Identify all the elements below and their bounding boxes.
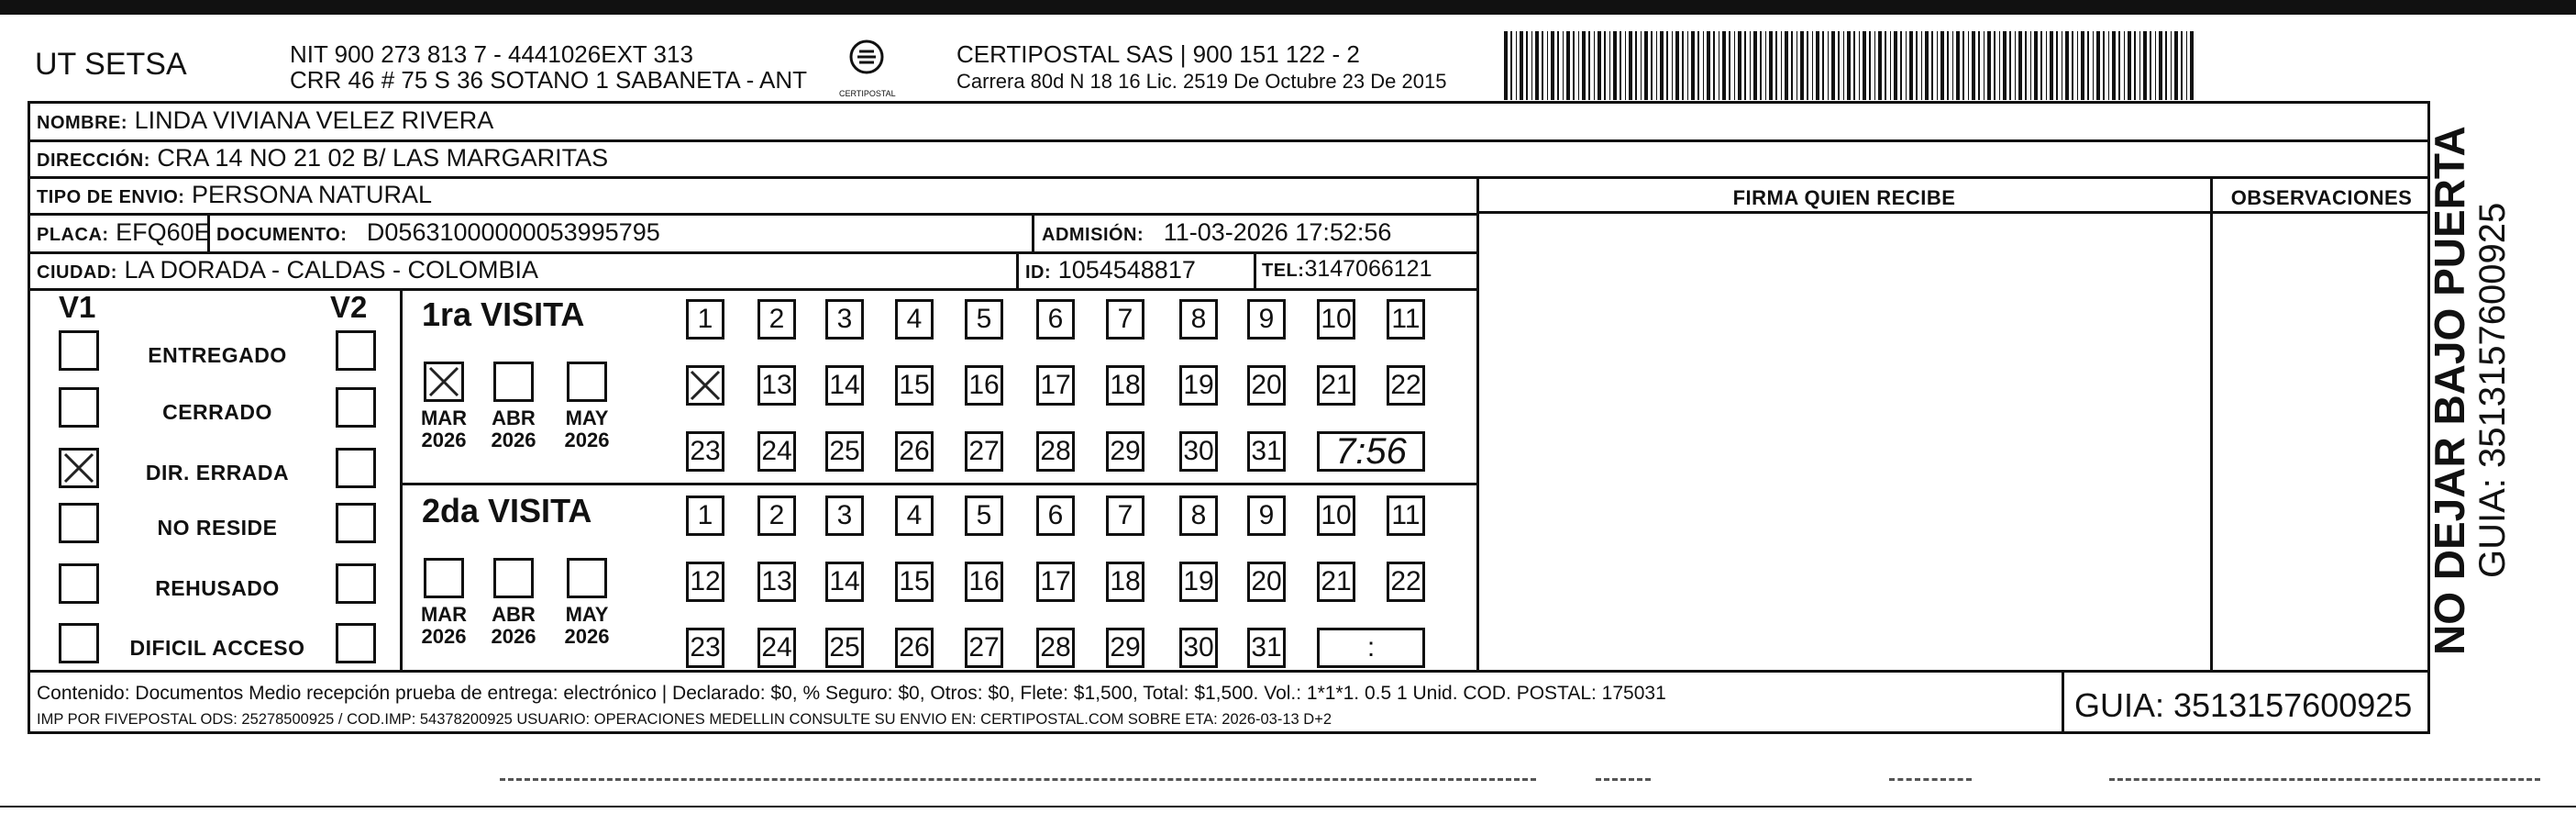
day-box[interactable]: 31 [1247,628,1286,668]
day-box[interactable]: 4 [895,299,934,340]
day-box[interactable]: 10 [1317,496,1355,536]
rule [1254,251,1256,288]
day-box[interactable]: 25 [825,431,864,472]
day-box[interactable]: 27 [965,628,1003,668]
top-black-edge [0,0,2576,15]
rule [28,288,1478,291]
rule [400,483,1478,485]
day-box[interactable]: 24 [757,431,796,472]
placa-row [37,218,211,247]
status-label: CERRADO [162,400,272,424]
rule [1032,213,1034,251]
month-name: MAY [565,603,609,626]
day-box[interactable]: 26 [895,628,934,668]
day-box[interactable]: 20 [1247,562,1286,602]
day-box[interactable]: 18 [1106,562,1144,602]
status-label: DIR. ERRADA [145,461,290,484]
day-box[interactable]: 3 [825,496,864,536]
status-v1-checkbox[interactable] [59,623,99,663]
day-box[interactable]: 23 [686,628,724,668]
contenido-line: Contenido: Documentos Medio recepción prueba de entrega: electrónico | Declarado: $0, % Seguro: $0, Otros: $0, Flete: $1,500, Total: $1,500. Vol.: 1*1*1. 0.5 1 Unid. COD. POSTAL: 175031 [37,683,1666,704]
day-box[interactable]: 28 [1036,431,1075,472]
day-box[interactable]: 12 [686,562,724,602]
day-box[interactable]: 8 [1179,299,1218,340]
day-box[interactable]: 29 [1106,431,1144,472]
month-checkbox[interactable] [493,362,534,402]
direccion-value: CRA 14 NO 21 02 B/ LAS MARGARITAS [157,144,609,172]
status-v1-checkbox[interactable] [59,387,99,428]
day-box[interactable] [686,365,724,406]
day-box[interactable]: 24 [757,628,796,668]
day-box[interactable]: 29 [1106,628,1144,668]
imp-line: IMP POR FIVEPOSTAL ODS: 25278500925 / COD.IMP: 54378200925 USUARIO: OPERACIONES MEDELLIN CONSULTE SU ENVIO EN: CERTIPOSTAL.COM SOBRE ETA: 2026-03-13 D+2 [37,711,1332,728]
tel-value: 3147066121 [1304,256,1432,282]
status-v2-checkbox[interactable] [336,448,376,488]
day-box[interactable]: 7 [1106,299,1144,340]
day-box[interactable]: 20 [1247,365,1286,406]
v2-header: V2 [330,290,368,324]
tipo-value: PERSONA NATURAL [191,181,433,208]
rule [1478,211,2430,214]
status-v1-checkbox[interactable] [59,563,99,604]
nombre-label: NOMBRE: [37,113,128,133]
status-label: DIFICIL ACCESO [129,636,305,660]
month-year: 2026 [564,625,610,648]
logo-text: CERTIPOSTAL [839,89,896,98]
day-box[interactable]: 13 [757,562,796,602]
status-v2-checkbox[interactable] [336,563,376,604]
month-year: 2026 [564,429,610,451]
month-checkbox[interactable] [424,558,464,598]
month-label [411,604,477,648]
status-label: REHUSADO [155,576,280,600]
month-label [411,407,477,451]
day-box[interactable]: 30 [1179,628,1218,668]
footer-guia: GUIA: 3513157600925 [2074,686,2413,724]
courier-line: CERTIPOSTAL SAS | 900 151 122 - 2 [956,40,1360,68]
rule [2210,176,2213,670]
day-box[interactable]: 27 [965,431,1003,472]
status-v2-checkbox[interactable] [336,387,376,428]
day-box[interactable]: 30 [1179,431,1218,472]
address-line: CRR 46 # 75 S 36 SOTANO 1 SABANETA - ANT [290,66,808,94]
day-box[interactable]: 22 [1387,365,1425,406]
day-box[interactable]: 2 [757,496,796,536]
day-box[interactable]: 16 [965,365,1003,406]
month-name: MAR [420,406,468,429]
day-box[interactable]: 15 [895,365,934,406]
day-box[interactable]: 10 [1317,299,1355,340]
day-box[interactable]: 26 [895,431,934,472]
status-v1-checkbox[interactable] [59,448,99,488]
observaciones-label: OBSERVACIONES [2230,186,2413,209]
tipo-label: TIPO DE ENVIO: [37,187,185,207]
day-box[interactable]: 15 [895,562,934,602]
tear-line [2109,778,2540,781]
status-label: ENTREGADO [148,343,287,367]
visit-title: 1ra VISITA [422,295,585,333]
id-label: ID: [1025,262,1052,283]
month-year: 2026 [421,625,467,648]
day-box[interactable]: 1 [686,299,724,340]
barcode [1504,31,2196,100]
day-box[interactable]: 4 [895,496,934,536]
day-box[interactable]: 21 [1317,562,1355,602]
day-box[interactable]: 5 [965,496,1003,536]
ciudad-value: LA DORADA - CALDAS - COLOMBIA [124,256,539,284]
bottom-rule [0,806,2576,807]
day-box[interactable]: 5 [965,299,1003,340]
month-checkbox[interactable] [567,558,607,598]
rule [28,670,2430,673]
day-box[interactable]: 11 [1387,299,1425,340]
month-year: 2026 [491,429,536,451]
day-box[interactable]: 21 [1317,365,1355,406]
month-checkbox[interactable] [493,558,534,598]
id-row [1025,256,1196,284]
id-value: 1054548817 [1057,256,1196,284]
side-guia: GUIA: 3513157600925 [2472,202,2513,578]
license-line: Carrera 80d N 18 16 Lic. 2519 De Octubre 23 De 2015 [956,70,1447,93]
admision-row [1042,218,1391,247]
day-box[interactable]: 13 [757,365,796,406]
documento-row [216,218,660,247]
status-v2-checkbox[interactable] [336,623,376,663]
month-name: MAR [420,603,468,626]
month-label [554,407,620,451]
day-box[interactable]: 9 [1247,496,1286,536]
no-dejar-text: NO DEJAR BAJO PUERTA [2426,126,2473,655]
company-name: UT SETSA [35,47,187,82]
firma-label: FIRMA QUIEN RECIBE [1732,186,1956,209]
rule [1016,251,1019,288]
status-v1-checkbox[interactable] [59,503,99,543]
status-v2-checkbox[interactable] [336,330,376,371]
month-year: 2026 [491,625,536,648]
month-checkbox[interactable] [424,362,464,402]
rule [400,288,403,670]
month-label [554,604,620,648]
rule [28,251,1478,254]
admision-label: ADMISIÓN: [1042,225,1144,245]
rule [28,213,1478,216]
tear-line [500,778,1536,781]
tear-line [1889,778,1972,781]
v1-header: V1 [59,290,96,324]
day-box[interactable]: 11 [1387,496,1425,536]
day-box[interactable]: 9 [1247,299,1286,340]
day-box[interactable]: 6 [1036,299,1075,340]
day-box[interactable]: 14 [825,562,864,602]
day-box[interactable]: 2 [757,299,796,340]
day-box[interactable]: 6 [1036,496,1075,536]
nit-line: NIT 900 273 813 7 - 4441026EXT 313 [290,40,693,68]
time-box[interactable]: : [1317,628,1425,668]
tel-row [1262,256,1432,283]
day-box[interactable]: 14 [825,365,864,406]
day-box[interactable]: 19 [1179,562,1218,602]
month-year: 2026 [421,429,467,451]
rule [28,139,2430,142]
day-box[interactable]: 17 [1036,562,1075,602]
ciudad-row [37,256,538,284]
placa-label: PLACA: [37,225,109,245]
day-box[interactable]: 25 [825,628,864,668]
day-box[interactable]: 7 [1106,496,1144,536]
visit-title: 2da VISITA [422,492,592,529]
tipo-row [37,181,432,209]
day-box[interactable]: 28 [1036,628,1075,668]
status-label: NO RESIDE [157,516,278,540]
day-box[interactable]: 16 [965,562,1003,602]
direccion-label: DIRECCIÓN: [37,150,150,171]
direccion-row [37,144,608,173]
status-v1-checkbox[interactable] [59,330,99,371]
month-name: ABR [492,603,536,626]
month-name: ABR [492,406,536,429]
documento-label: DOCUMENTO: [216,225,348,245]
nombre-value: LINDA VIVIANA VELEZ RIVERA [134,106,494,134]
rule [28,176,2430,179]
day-box[interactable]: 1 [686,496,724,536]
status-v2-checkbox[interactable] [336,503,376,543]
admision-value: 11-03-2026 17:52:56 [1163,218,1392,246]
month-label [481,407,547,451]
tel-label: TEL: [1262,261,1305,281]
tear-line [1596,778,1651,781]
day-box[interactable]: 19 [1179,365,1218,406]
month-label [481,604,547,648]
placa-value: EFQ60E [116,218,211,246]
certipostal-logo [839,37,896,98]
month-checkbox[interactable] [567,362,607,402]
rule [1476,176,1479,670]
day-box[interactable]: 17 [1036,365,1075,406]
nombre-row [37,106,493,135]
day-box[interactable]: 3 [825,299,864,340]
time-box[interactable]: 7:56 [1317,431,1425,472]
ciudad-label: CIUDAD: [37,262,117,283]
day-box[interactable]: 22 [1387,562,1425,602]
month-name: MAY [565,406,609,429]
rule [2062,670,2064,734]
day-box[interactable]: 8 [1179,496,1218,536]
day-box[interactable]: 23 [686,431,724,472]
day-box[interactable]: 31 [1247,431,1286,472]
day-box[interactable]: 18 [1106,365,1144,406]
documento-value: D05631000000053995795 [366,218,660,246]
